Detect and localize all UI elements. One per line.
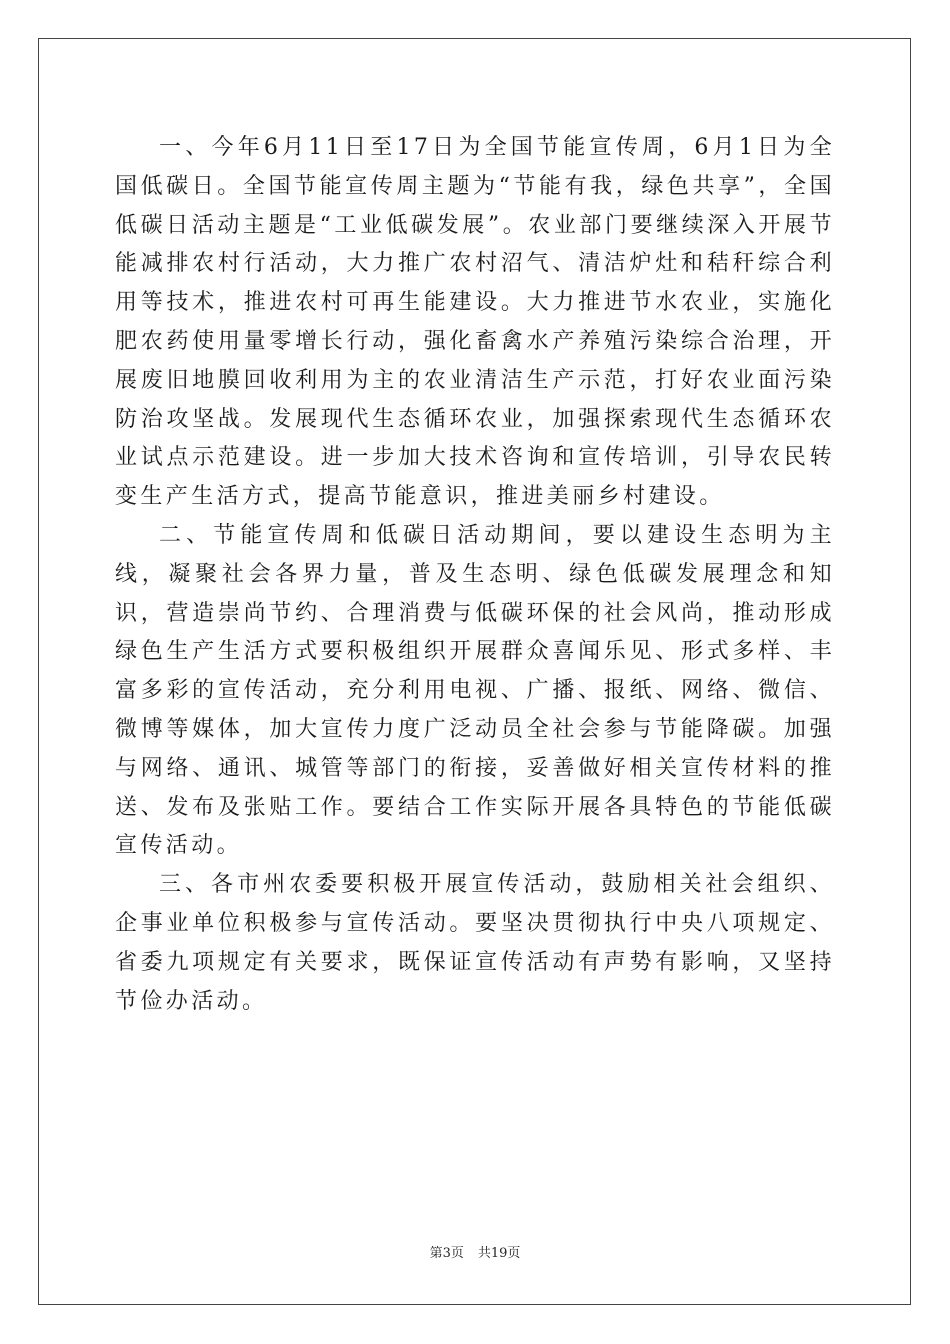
page-number: 第3页 [429,1246,464,1261]
paragraph-1: 一、今年6月11日至17日为全国节能宣传周，6月1日为全国低碳日。全国节能宣传周主题为“节能有我，绿色共享”，全国低碳日活动主题是“工业低碳发展”。农业部门要继续深入开展节能减排农村行活动，大力推广农村沼气、清洁炉灶和秸秆综合利用等技术，推进农村可再生能建设。大力推进节水农业，实施化肥农药使用量零增长行动，强化畜禽水产养殖污染综合治理，开展废旧地膜回收利用为主的农业清洁生产示范，打好农业面污染防治攻坚战。发展现代生态循环农业，加强探索现代生态循环农业试点示范建设。进一步加大技术咨询和宣传培训，引导农民转变生产生活方式，提高节能意识，推进美丽乡村建设。 [115,135,835,510]
paragraph-3: 三、各市州农委要积极开展宣传活动，鼓励相关社会组织、企事业单位积极参与宣传活动。要坚决贯彻执行中央八项规定、省委九项规定有关要求，既保证宣传活动有声势有影响，又坚持节俭办活动。 [115,872,835,1014]
page-total: 共19页 [477,1246,521,1261]
page-footer [0,1246,950,1262]
paragraph-2: 二、节能宣传周和低碳日活动期间，要以建设生态明为主线，凝聚社会各界力量，普及生态明、绿色低碳发展理念和知识，营造崇尚节约、合理消费与低碳环保的社会风尚，推动形成绿色生产生活方式要积极组织开展群众喜闻乐见、形式多样、丰富多彩的宣传活动，充分利用电视、广播、报纸、网络、微信、微博等媒体，加大宣传力度广泛动员全社会参与节能降碳。加强与网络、通讯、城管等部门的衔接，妥善做好相关宣传材料的推送、发布及张贴工作。要结合工作实际开展各具特色的节能低碳宣传活动。 [115,522,835,859]
document-body [115,129,835,1021]
